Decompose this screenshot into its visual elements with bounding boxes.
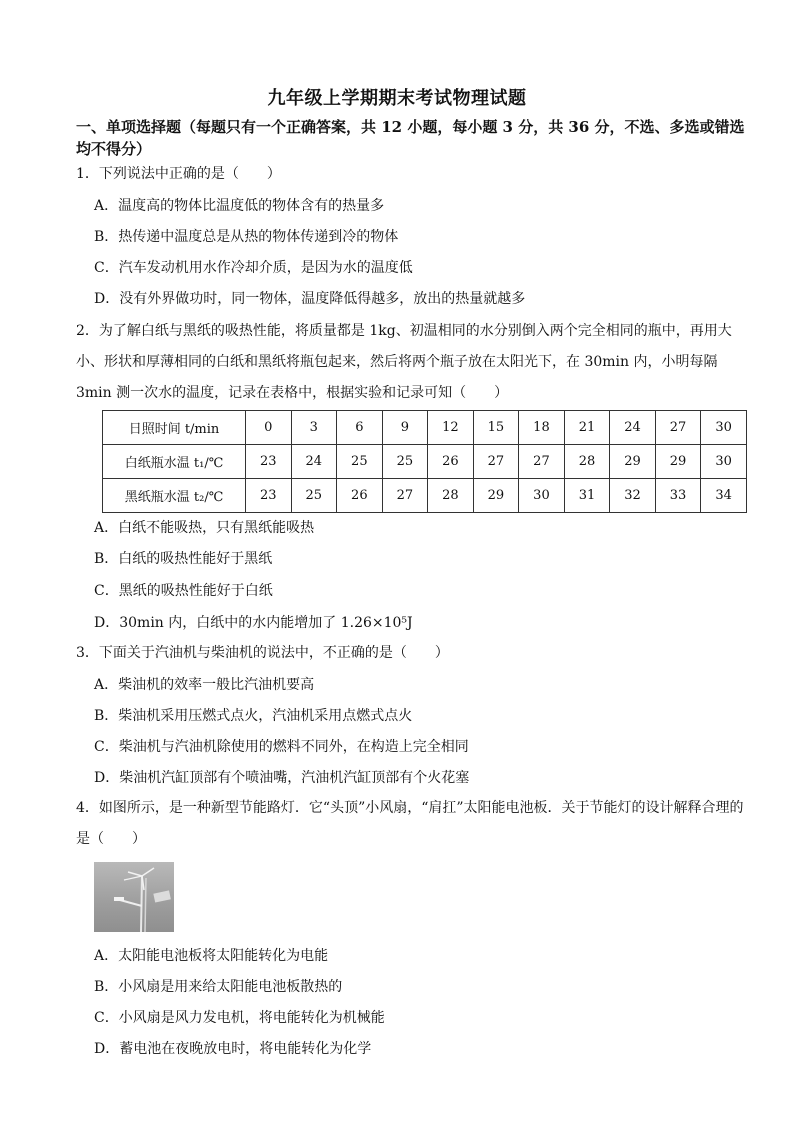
table-cell: 34 xyxy=(701,479,747,513)
table-cell: 30 xyxy=(701,445,747,479)
table-cell: 27 xyxy=(473,445,519,479)
table-cell: 21 xyxy=(564,411,610,445)
temperature-table xyxy=(102,410,747,513)
question-2-option-b: B．白纸的吸热性能好于黑纸 xyxy=(94,551,273,567)
table-cell: 3 xyxy=(291,411,337,445)
question-1-option-c: C．汽车发动机用水作冷却介质，是因为水的温度低 xyxy=(94,260,413,276)
question-3-option-d: D．柴油机汽缸顶部有个喷油嘴，汽油机汽缸顶部有个火花塞 xyxy=(94,770,470,786)
question-2-option-c: C．黑纸的吸热性能好于白纸 xyxy=(94,583,273,599)
table-cell: 24 xyxy=(610,411,656,445)
question-4-option-d: D．蓄电池在夜晚放电时，将电能转化为化学 xyxy=(94,1041,372,1057)
table-cell: 6 xyxy=(337,411,383,445)
question-4-option-a: A．太阳能电池板将太阳能转化为电能 xyxy=(94,948,329,964)
table-cell: 32 xyxy=(610,479,656,513)
table-cell: 30 xyxy=(519,479,565,513)
table-row xyxy=(103,411,747,445)
section-heading: 一、单项选择题（每题只有一个正确答案，共 12 小题，每小题 3 分，共 36 分，不选、多选或错选均不得分） xyxy=(76,118,745,158)
table-cell: 33 xyxy=(655,479,701,513)
table-cell: 28 xyxy=(428,479,474,513)
table-cell: 27 xyxy=(655,411,701,445)
page-title: 九年级上学期期末考试物理试题 xyxy=(267,88,527,109)
table-cell: 30 xyxy=(701,411,747,445)
table-cell: 27 xyxy=(519,445,565,479)
question-1-stem: 1．下列说法中正确的是（ ） xyxy=(76,166,281,182)
table-row-header: 白纸瓶水温 t₁/℃ xyxy=(103,445,246,479)
street-lamp-photo xyxy=(94,862,174,932)
table-cell: 25 xyxy=(291,479,337,513)
table-cell: 27 xyxy=(382,479,428,513)
table-cell: 29 xyxy=(473,479,519,513)
question-3-option-b: B．柴油机采用压燃式点火，汽油机采用点燃式点火 xyxy=(94,708,413,724)
table-cell: 12 xyxy=(428,411,474,445)
table-cell: 28 xyxy=(564,445,610,479)
table-cell: 26 xyxy=(337,479,383,513)
table-cell: 24 xyxy=(291,445,337,479)
table-cell: 25 xyxy=(382,445,428,479)
table-cell: 9 xyxy=(382,411,428,445)
question-4-stem: 4．如图所示，是一种新型节能路灯．它“头顶”小风扇，“肩扛”太阳能电池板．关于节能灯的设计解释合理的是（ ） xyxy=(76,800,744,847)
question-1-option-b: B．热传递中温度总是从热的物体传递到冷的物体 xyxy=(94,229,399,245)
question-3-option-a: A．柴油机的效率一般比汽油机要高 xyxy=(94,677,315,693)
table-row xyxy=(103,479,747,513)
question-1-option-d: D．没有外界做功时，同一物体，温度降低得越多，放出的热量就越多 xyxy=(94,291,526,307)
table-cell: 29 xyxy=(655,445,701,479)
table-cell: 26 xyxy=(428,445,474,479)
table-cell: 15 xyxy=(473,411,519,445)
question-2-option-d: D．30min 内，白纸中的水内能增加了 1.26×10⁵J xyxy=(94,615,413,631)
question-2-option-a: A．白纸不能吸热，只有黑纸能吸热 xyxy=(94,520,315,536)
table-cell: 23 xyxy=(246,479,292,513)
question-3-option-c: C．柴油机与汽油机除使用的燃料不同外，在构造上完全相同 xyxy=(94,739,469,755)
question-3-stem: 3．下面关于汽油机与柴油机的说法中，不正确的是（ ） xyxy=(76,645,449,661)
table-cell: 29 xyxy=(610,445,656,479)
table-row-header: 黑纸瓶水温 t₂/℃ xyxy=(103,479,246,513)
wind-solar-street-lamp-image xyxy=(94,862,174,932)
question-4-option-b: B．小风扇是用来给太阳能电池板散热的 xyxy=(94,979,343,995)
table-cell: 23 xyxy=(246,445,292,479)
table-row-header: 日照时间 t/min xyxy=(103,411,246,445)
table-cell: 0 xyxy=(246,411,292,445)
table-cell: 25 xyxy=(337,445,383,479)
table-cell: 18 xyxy=(519,411,565,445)
question-4-option-c: C．小风扇是风力发电机，将电能转化为机械能 xyxy=(94,1010,385,1026)
question-1-option-a: A．温度高的物体比温度低的物体含有的热量多 xyxy=(94,198,385,214)
table-cell: 31 xyxy=(564,479,610,513)
table-row xyxy=(103,445,747,479)
question-2-stem: 2．为了解白纸与黑纸的吸热性能，将质量都是 1kg、初温相同的水分别倒入两个完全相同的瓶中，再用大小、形状和厚薄相同的白纸和黑纸将瓶包起来，然后将两个瓶子放在太阳光下，在 30min 内，小明每隔 3min 测一次水的温度，记录在表格中，根据实验和记录可知（ ） xyxy=(76,323,732,401)
